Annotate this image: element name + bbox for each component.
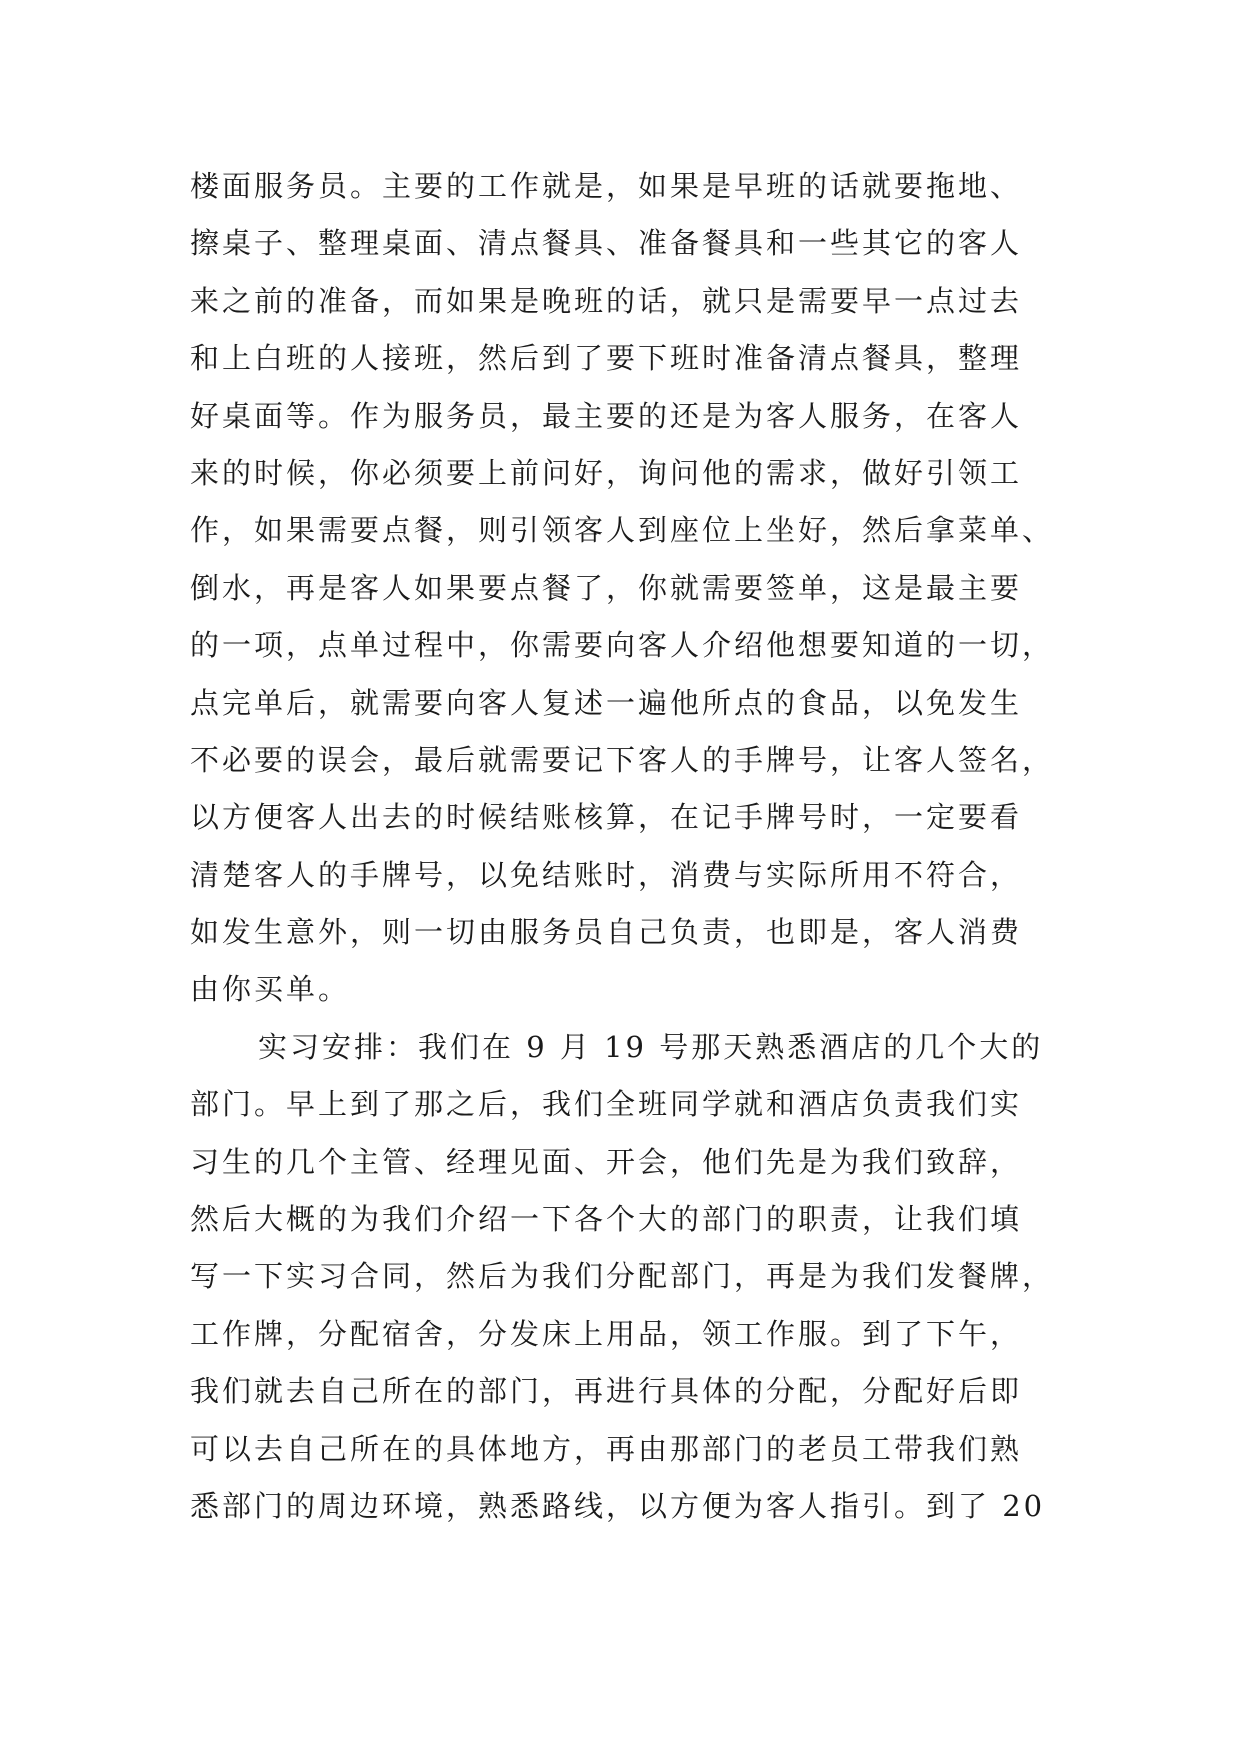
text-line-indented: 实习安排：我们在 9 月 19 号那天熟悉酒店的几个大的	[258, 1029, 1044, 1064]
paragraph-1	[190, 158, 1070, 1019]
text-line: 悉部门的周边环境，熟悉路线，以方便为客人指引。到了 20	[190, 1488, 1046, 1523]
text-line: 写一下实习合同，然后为我们分配部门，再是为我们发餐牌，	[190, 1259, 1055, 1294]
text-line: 习生的几个主管、经理见面、开会，他们先是为我们致辞，	[190, 1144, 1023, 1179]
text-line: 以方便客人出去的时候结账核算，在记手牌号时，一定要看	[190, 800, 1023, 835]
body-text	[190, 158, 1070, 1535]
text-line: 点完单后，就需要向客人复述一遍他所点的食品，以免发生	[190, 685, 1023, 720]
text-line: 由你买单。	[190, 972, 351, 1007]
text-line: 好桌面等。作为服务员，最主要的还是为客人服务，在客人	[190, 398, 1023, 433]
paragraph-2	[190, 1019, 1070, 1536]
text-line: 如发生意外，则一切由服务员自己负责，也即是，客人消费	[190, 915, 1023, 950]
text-line: 擦桌子、整理桌面、清点餐具、准备餐具和一些其它的客人	[190, 226, 1023, 261]
text-line: 工作牌，分配宿舍，分发床上用品，领工作服。到了下午，	[190, 1316, 1023, 1351]
text-line: 作，如果需要点餐，则引领客人到座位上坐好，然后拿菜单、	[190, 513, 1055, 548]
text-line: 倒水，再是客人如果要点餐了，你就需要签单，这是最主要	[190, 570, 1023, 605]
text-line: 然后大概的为我们介绍一下各个大的部门的职责，让我们填	[190, 1202, 1023, 1237]
text-line: 楼面服务员。主要的工作就是，如果是早班的话就要拖地、	[190, 169, 1023, 203]
text-line: 来之前的准备，而如果是晚班的话，就只是需要早一点过去	[190, 283, 1023, 318]
text-line: 部门。早上到了那之后，我们全班同学就和酒店负责我们实	[190, 1087, 1023, 1122]
text-line: 清楚客人的手牌号，以免结账时，消费与实际所用不符合，	[190, 857, 1023, 892]
text-line: 的一项，点单过程中，你需要向客人介绍他想要知道的一切，	[190, 628, 1055, 663]
text-line: 不必要的误会，最后就需要记下客人的手牌号，让客人签名，	[190, 742, 1055, 777]
text-line: 我们就去自己所在的部门，再进行具体的分配，分配好后即	[190, 1374, 1023, 1409]
text-line: 可以去自己所在的具体地方，再由那部门的老员工带我们熟	[190, 1431, 1023, 1466]
text-line: 和上白班的人接班，然后到了要下班时准备清点餐具，整理	[190, 341, 1023, 376]
text-line: 来的时候，你必须要上前问好，询问他的需求，做好引领工	[190, 455, 1023, 490]
